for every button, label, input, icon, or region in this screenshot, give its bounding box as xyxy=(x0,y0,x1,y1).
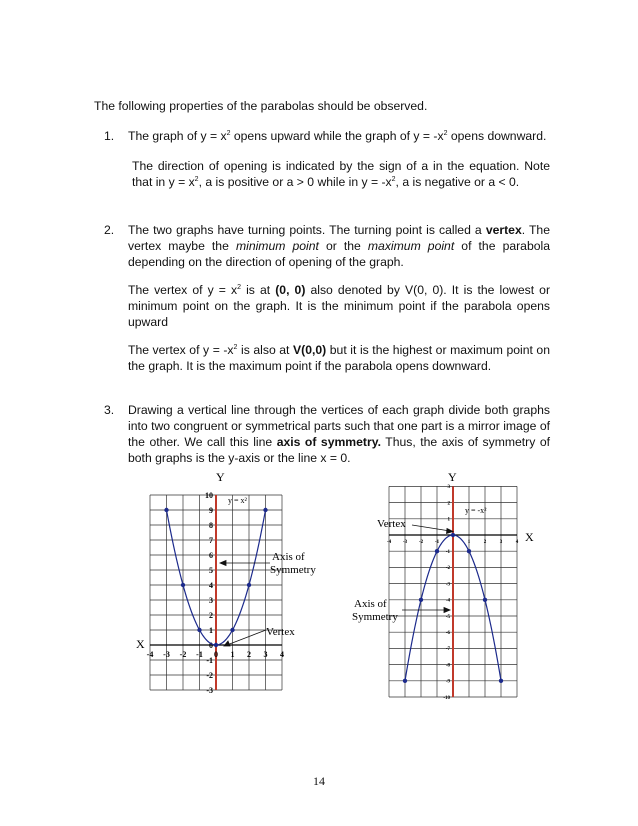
data-point xyxy=(419,598,423,602)
y-tick-label: 10 xyxy=(205,490,213,500)
page-number: 14 xyxy=(313,774,325,788)
y-tick-label: 4 xyxy=(209,580,213,590)
item-3-paragraph-1: Drawing a vertical line through the vertices of each graph divide both graphs into two congruent or symmetrical parts such that one part is a mirror image of the other. We call this line axis of symmetry. Thus, the axis of symmetry of both graphs is the y-axis or the line x = 0. xyxy=(128,403,550,465)
data-point xyxy=(164,508,168,512)
data-point xyxy=(197,628,201,632)
x-tick-label: -4 xyxy=(386,540,392,545)
y-tick-label: 2 xyxy=(447,501,450,507)
x-tick-label: -2 xyxy=(418,540,424,545)
x-tick-label: 3 xyxy=(499,540,503,545)
term-maximum-point: maximum point xyxy=(367,239,455,253)
x-tick-label: 0 xyxy=(214,650,218,659)
data-point xyxy=(451,533,455,537)
item-2-paragraph-3: The vertex of $y = -x^2$ is also at V(0,0) but it is the highest or maximum point on the graph. It is the maximum point if the parabola opens downward. xyxy=(128,343,550,373)
y-tick-label: -9 xyxy=(445,679,450,685)
x-axis-label: X xyxy=(136,637,145,651)
y-tick-label: 7 xyxy=(209,535,213,545)
equation-label: y = -x² xyxy=(465,506,487,515)
annotation-arrows xyxy=(220,561,270,647)
y-tick-label: -1 xyxy=(445,549,450,555)
y-tick-label: 2 xyxy=(209,610,213,620)
y-axis-label: Y xyxy=(448,470,457,484)
x-tick-label: 1 xyxy=(467,540,471,545)
y-tick-label: -8 xyxy=(445,663,450,669)
y-tick-label: -6 xyxy=(445,630,450,636)
x-tick-label: -3 xyxy=(163,650,170,659)
y-tick-label: -10 xyxy=(443,695,450,701)
x-tick-label: -3 xyxy=(402,540,408,545)
y-tick-label: -3 xyxy=(206,685,213,695)
item-number: 1. xyxy=(104,129,115,143)
intro-sentence: The following properties of the parabolas should be observed. xyxy=(94,99,428,113)
vertex-label: Vertex xyxy=(266,626,295,638)
x-tick-label: 1 xyxy=(230,650,235,659)
x-tick-label: -2 xyxy=(179,650,187,659)
data-point xyxy=(403,679,407,683)
data-point xyxy=(263,508,267,512)
term-axis-of-symmetry: axis of symmetry. xyxy=(276,435,381,449)
term-minimum-point: minimum point xyxy=(235,239,319,253)
graph-y-equals-x-squared xyxy=(120,465,320,705)
term-vertex: vertex xyxy=(485,223,522,237)
item-2-paragraph-2: The vertex of $y = x^2$ is at (0, 0) also denoted by V(0, 0). It is the lowest or minimum point on the graph. It is the minimum point if the parabola opens upward xyxy=(128,283,551,329)
item-1-paragraph-2: The direction of opening is indicated by the sign of a in the equation. Note that in $y = x^2$, a is positive or a > 0 while in $y = -x^2$, a is negative or a < 0. xyxy=(132,159,550,189)
data-point xyxy=(435,549,439,553)
x-tick-label: -4 xyxy=(146,650,154,659)
equation-label: y = x² xyxy=(228,496,247,505)
x-tick-label: 2 xyxy=(247,650,251,659)
y-tick-label: 3 xyxy=(447,485,450,491)
y-tick-label: 8 xyxy=(209,520,213,530)
item-number: 3. xyxy=(104,403,115,417)
y-tick-label: 6 xyxy=(209,550,213,560)
x-tick-label: 3 xyxy=(263,650,268,659)
y-axis-label: Y xyxy=(216,470,225,484)
x-tick-label: 2 xyxy=(483,540,487,545)
y-tick-label: 9 xyxy=(209,505,213,515)
axis-of-symmetry-label-line-2: Symmetry xyxy=(270,564,316,576)
vertex-label: Vertex xyxy=(377,518,406,530)
data-point xyxy=(483,598,487,602)
x-axis-label: X xyxy=(525,530,534,544)
axis-of-symmetry-label-line-1: Axis of xyxy=(354,598,387,610)
y-tick-label: -7 xyxy=(445,647,450,653)
x-tick-label: 4 xyxy=(515,540,519,545)
y-tick-label: 1 xyxy=(447,517,450,523)
data-point xyxy=(467,549,471,553)
x-tick-label: -1 xyxy=(434,540,440,545)
y-tick-label: 1 xyxy=(209,625,213,635)
data-point xyxy=(181,583,185,587)
item-1-paragraph-1: The graph of $y = x^2$ opens upward while the graph of $y = -x^2$ opens downward. xyxy=(128,129,547,143)
data-point xyxy=(214,643,218,647)
y-tick-label: -2 xyxy=(445,566,450,572)
y-tick-label: 0 xyxy=(209,640,213,650)
data-point xyxy=(230,628,234,632)
data-point xyxy=(499,679,503,683)
axis-of-symmetry-label-line-1: Axis of xyxy=(272,551,305,563)
y-tick-label: 5 xyxy=(209,565,213,575)
y-tick-label: -5 xyxy=(445,614,450,620)
y-tick-label: -3 xyxy=(445,582,450,588)
graph-y-equals-negative-x-squared xyxy=(350,465,545,710)
data-point xyxy=(247,583,251,587)
x-tick-label: 4 xyxy=(280,650,284,659)
y-tick-label: -1 xyxy=(206,655,213,665)
x-tick-label: -1 xyxy=(196,650,203,659)
axis-of-symmetry-label-line-2: Symmetry xyxy=(352,611,398,623)
y-tick-label: -2 xyxy=(206,670,213,680)
y-tick-label: 3 xyxy=(209,595,213,605)
item-2-paragraph-1: The two graphs have turning points. The turning point is called a vertex. The vertex maybe the minimum point or the maximum point of the parabola depending on the direction of opening of the graph. xyxy=(128,223,551,269)
item-number: 2. xyxy=(104,223,115,237)
y-tick-label: -4 xyxy=(445,598,450,604)
